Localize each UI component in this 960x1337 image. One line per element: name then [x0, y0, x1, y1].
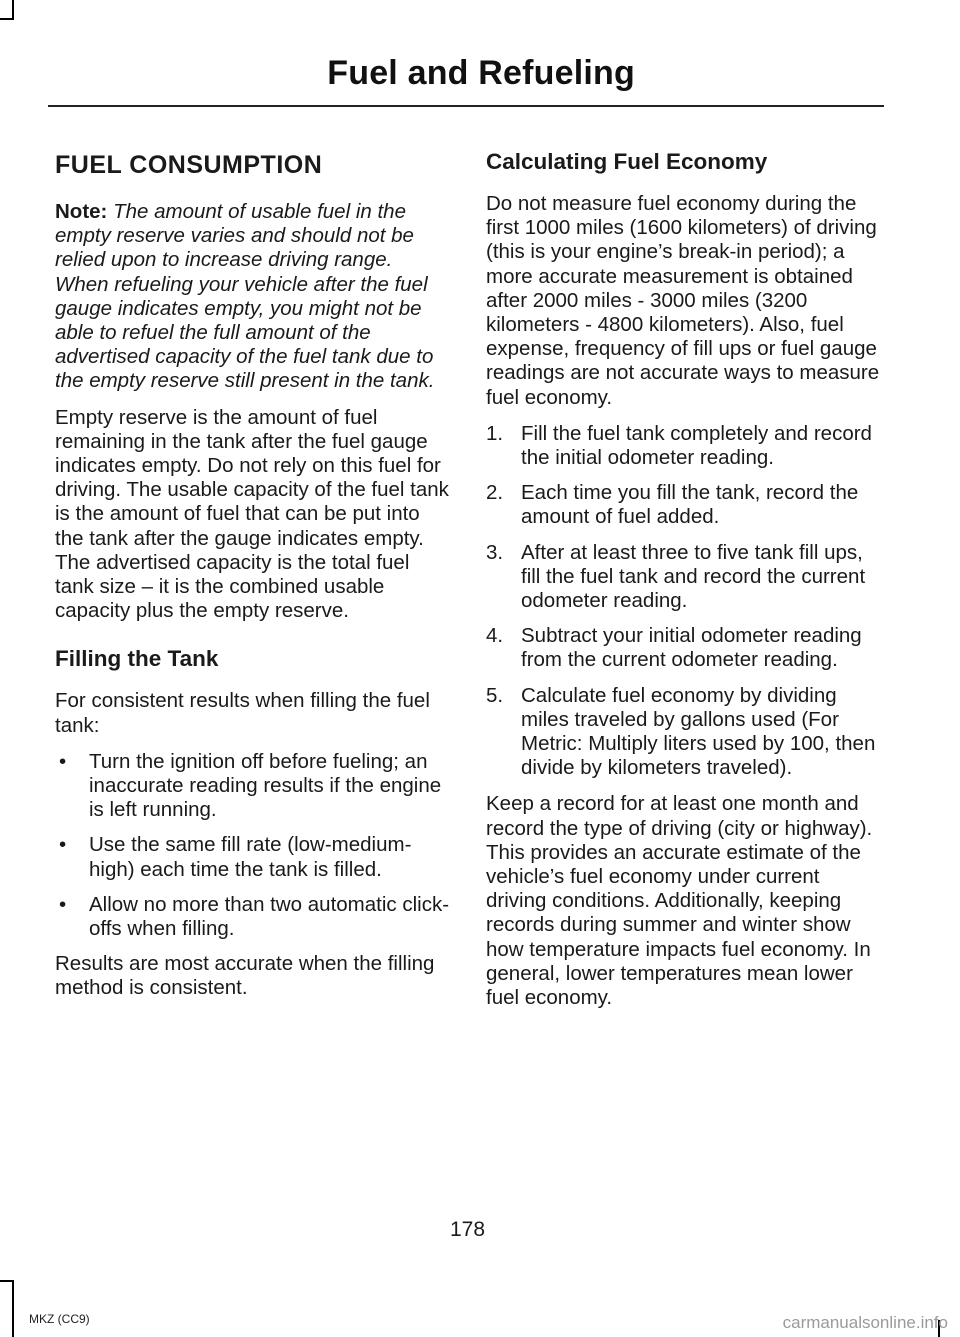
page-number: 178	[449, 1218, 486, 1241]
footer-model-code: MKZ (CC9)	[29, 1312, 90, 1326]
crop-mark-top-left-horizontal	[0, 18, 14, 20]
right-column	[486, 140, 884, 1022]
note-text: The amount of usable fuel in the empty reserve varies and should not be relied upon to increase driving range. When refueling your vehicle after the fuel gauge indicates empty, you might not be able to refuel the full amount of the advertised capacity of the fuel tank due to the empty reserve still present in the tank.	[55, 200, 435, 393]
empty-reserve-paragraph: Empty reserve is the amount of fuel remaining in the tank after the fuel gauge indicates empty. Do not rely on this fuel for driving. The usable capacity of the fuel tank is the amount of fuel that can be put into the tank after the gauge indicates empty. The advertised capacity is the total fuel tank size – it is the combined usable capacity plus the empty reserve.	[55, 405, 449, 623]
crop-mark-bottom-left-horizontal	[0, 1280, 14, 1282]
record-keeping-paragraph: Keep a record for at least one month and record the type of driving (city or highway). This provides an accurate estimate of the vehicle’s fuel economy under current driving conditions. Additionally, keeping records during summer and winter show how temperature impacts fuel economy. In general, lower temperatures mean lower fuel economy.	[486, 792, 873, 1010]
list-item: 1. Fill the fuel tank completely and record the initial odometer reading.	[486, 421, 872, 470]
note-label: Note:	[55, 200, 108, 223]
list-item: • Allow no more than two automatic click-offs when filling.	[59, 892, 450, 941]
note-paragraph	[55, 200, 450, 394]
closing-paragraph: Results are most accurate when the filling method is consistent.	[55, 952, 435, 1000]
header-divider	[48, 105, 884, 107]
subheading-filling-the-tank: Filling the Tank	[55, 646, 219, 672]
left-column	[55, 140, 450, 1013]
bullet-icon: •	[59, 833, 67, 857]
list-item: 2. Each time you fill the tank, record the amount of fuel added.	[486, 481, 859, 529]
crop-mark-bottom-left	[12, 1280, 14, 1337]
subheading-calculating-fuel-economy: Calculating Fuel Economy	[486, 149, 768, 174]
filling-intro: For consistent results when filling the fuel tank:	[55, 689, 430, 737]
crop-mark-top-left	[12, 0, 14, 20]
list-item: • Use the same fill rate (low-medium-high) each time the tank is filled.	[59, 833, 412, 881]
bullet-icon: •	[59, 749, 67, 773]
filling-bullet-list	[55, 750, 450, 941]
list-item: 3. After at least three to five tank fill ups, fill the fuel tank and record the current odometer reading.	[486, 540, 866, 613]
fuel-economy-intro: Do not measure fuel economy during the first 1000 miles (1600 kilometers) of driving (this is your engine’s break-in period); a more accurate measurement is obtained after 2000 miles - 3000 miles (3200 kilometers - 4800 kilometers). Also, fuel expense, frequency of fill ups or fuel gauge readings are not accurate ways to measure fuel economy.	[486, 192, 880, 409]
section-heading-fuel-consumption: FUEL CONSUMPTION	[55, 151, 323, 179]
page-header-title: Fuel and Refueling	[327, 54, 635, 92]
fuel-economy-steps	[486, 422, 884, 781]
list-item: 5. Calculate fuel economy by dividing miles traveled by gallons used (For Metric: Multiply liters used by 100, then divide by kilometers traveled).	[486, 683, 876, 780]
watermark: carmanualsonline.info	[782, 1313, 948, 1332]
list-item: • Turn the ignition off before fueling; an inaccurate reading results if the engine is left running.	[59, 749, 442, 822]
list-item: 4. Subtract your initial odometer reading from the current odometer reading.	[486, 624, 862, 672]
bullet-icon: •	[59, 892, 67, 916]
